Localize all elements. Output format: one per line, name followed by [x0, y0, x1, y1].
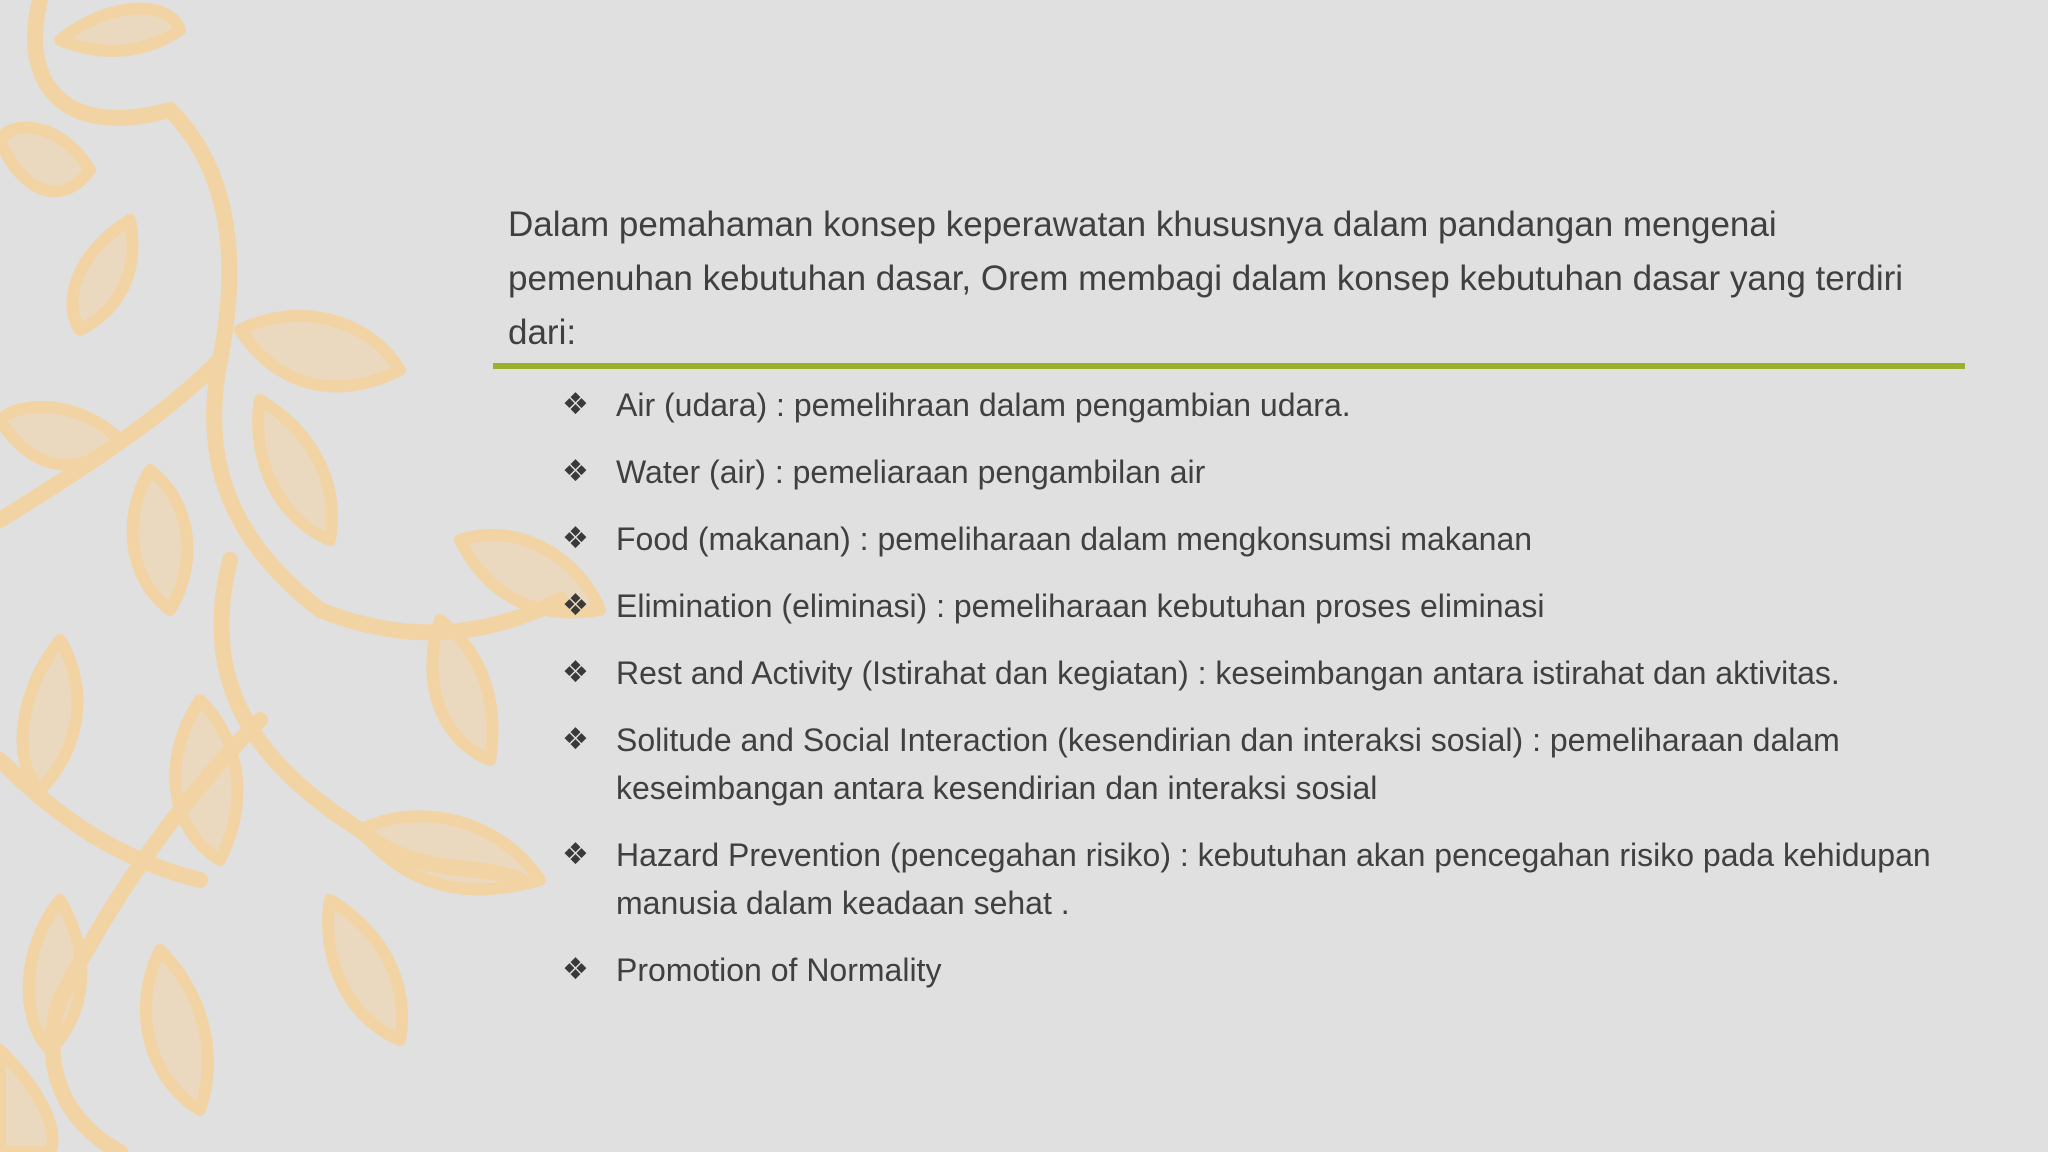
list-item [560, 381, 1980, 429]
diamond-bullet-icon: ❖ [562, 455, 589, 488]
list-item [560, 716, 1980, 812]
list-item [560, 448, 1980, 496]
diamond-bullet-icon: ❖ [562, 953, 589, 986]
diamond-bullet-icon: ❖ [562, 723, 589, 756]
list-item [560, 649, 1980, 697]
needs-list [560, 381, 1980, 1013]
floral-ornament-icon [0, 0, 640, 1152]
list-item [560, 946, 1980, 994]
diamond-bullet-icon: ❖ [562, 838, 589, 871]
diamond-bullet-icon: ❖ [562, 388, 589, 421]
list-item [560, 831, 1980, 927]
list-item-text: Food (makanan) : pemeliharaan dalam mengkonsumsi makanan [616, 521, 1533, 557]
list-item-text: Rest and Activity (Istirahat dan kegiatan) : keseimbangan antara istirahat dan aktivitas. [616, 655, 1840, 691]
list-item-text: Air (udara) : pemelihraan dalam pengambian udara. [616, 387, 1351, 423]
list-item-text: Hazard Prevention (pencegahan risiko) : kebutuhan akan pencegahan risiko pada kehidupan manusia dalam keadaan sehat . [616, 837, 1931, 921]
diamond-bullet-icon: ❖ [562, 522, 589, 555]
list-item-text: Solitude and Social Interaction (kesendirian dan interaksi sosial) : pemeliharaan dalam keseimbangan antara kesendirian dan interaksi sosial [616, 722, 1840, 806]
diamond-bullet-icon: ❖ [562, 656, 589, 689]
intro-paragraph: Dalam pemahaman konsep keperawatan khususnya dalam pandangan mengenai pemenuhan kebutuhan dasar, Orem membagi dalam konsep kebutuhan dasar yang terdiri dari: [508, 205, 1904, 352]
list-item [560, 515, 1980, 563]
accent-divider [493, 363, 1965, 369]
list-item-text: Promotion of Normality [616, 952, 942, 988]
list-item [560, 582, 1980, 630]
list-item-text: Elimination (eliminasi) : pemeliharaan kebutuhan proses eliminasi [616, 588, 1545, 624]
list-item-text: Water (air) : pemeliaraan pengambilan air [616, 454, 1206, 490]
diamond-bullet-icon: ❖ [562, 589, 589, 622]
